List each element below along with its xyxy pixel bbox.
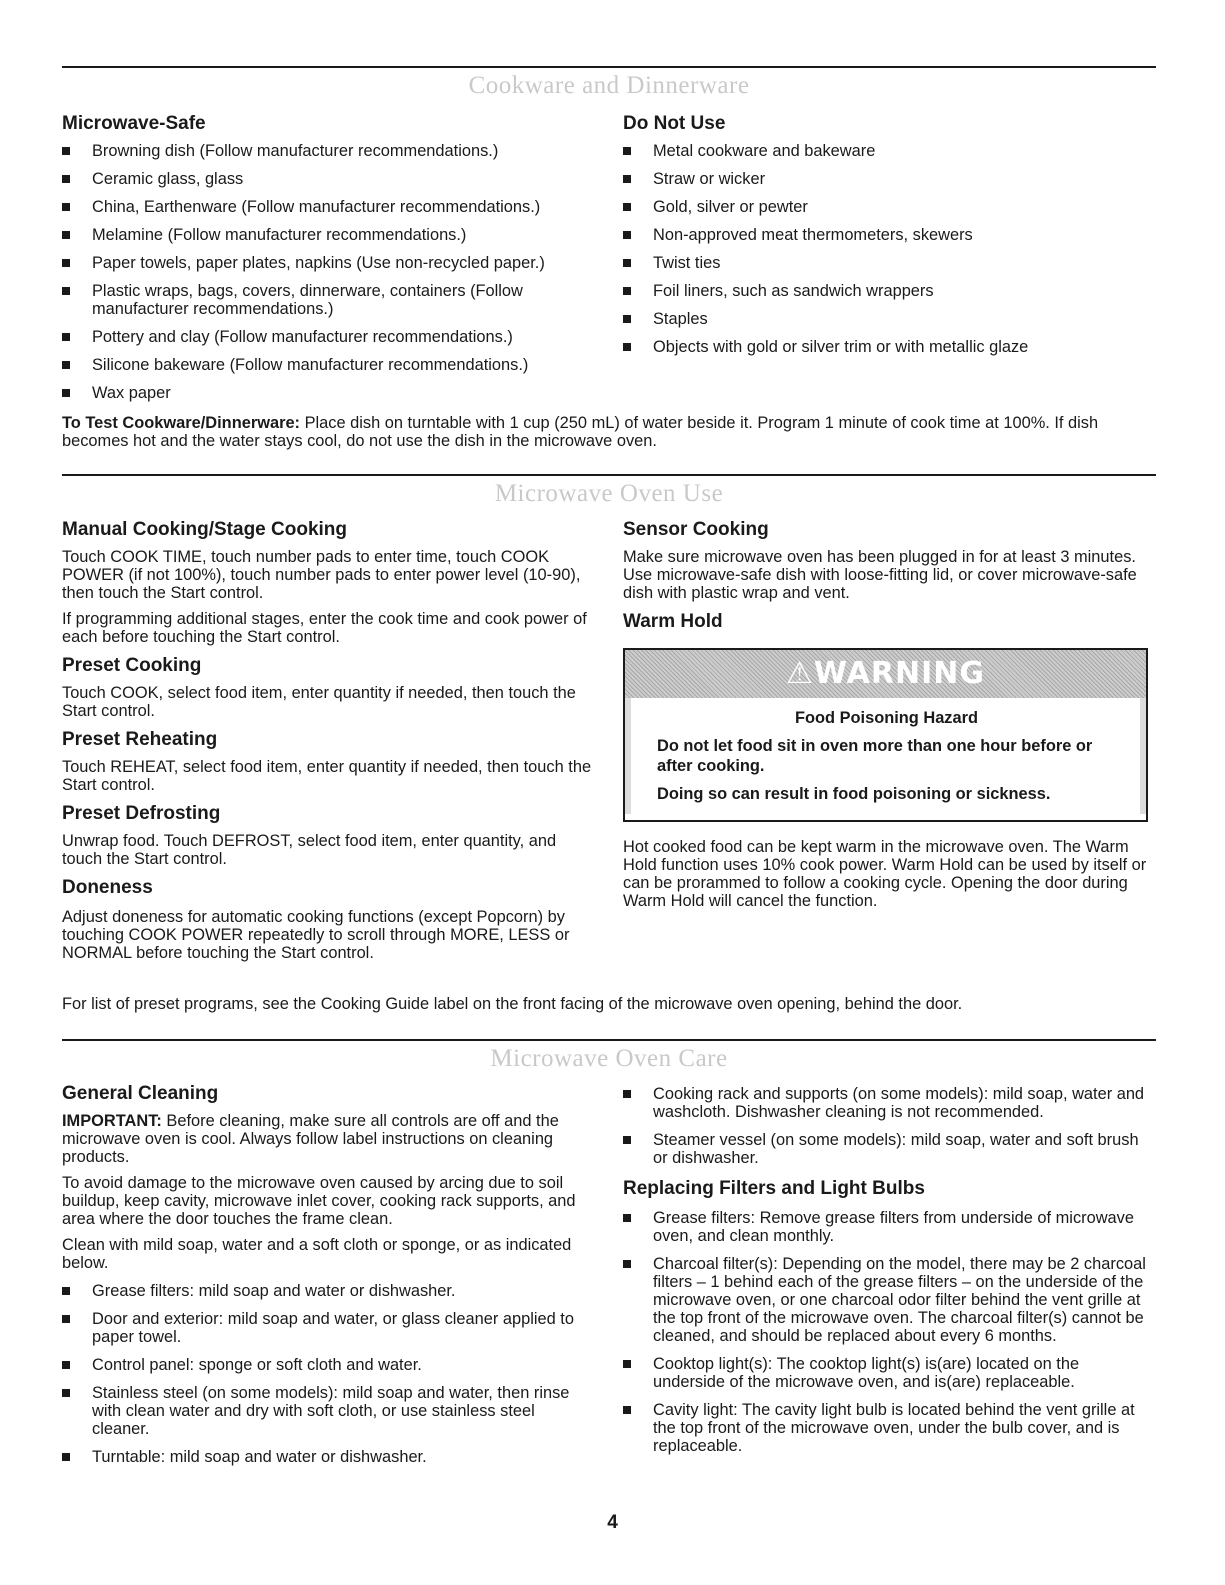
use-right-column <box>623 518 1148 634</box>
warning-body <box>625 698 1146 814</box>
list-item: Door and exterior: mild soap and water, or glass cleaner applied to paper towel. <box>62 1310 592 1346</box>
list-item: China, Earthenware (Follow manufacturer recommendations.) <box>62 198 602 216</box>
warning-line-2: Doing so can result in food poisoning or sickness. <box>657 785 1051 803</box>
do-not-use-column <box>623 112 1143 356</box>
section-title-cookware: Cookware and Dinnerware <box>468 72 750 99</box>
warning-header <box>625 650 1146 698</box>
warning-line-1: Do not let food sit in oven more than one hour before or after cooking. <box>657 737 1093 775</box>
sensor-cooking-text: Make sure microwave oven has been plugged in for at least 3 minutes. Use microwave-safe dish with loose-fitting lid, or cover microwave-safe dish with plastic wrap and vent. <box>623 548 1137 602</box>
list-item: Cooktop light(s): The cooktop light(s) is(are) located on the underside of the microwave oven, and is(are) replaceable. <box>623 1355 1148 1391</box>
list-item: Plastic wraps, bags, covers, dinnerware, containers (Follow manufacturer recommendations.) <box>62 282 602 318</box>
care-right-list <box>623 1085 1148 1167</box>
list-item: Foil liners, such as sandwich wrappers <box>623 282 1143 300</box>
preset-reheating-heading: Preset Reheating <box>62 729 218 750</box>
important-label: IMPORTANT: <box>62 1112 162 1130</box>
use-footer-text: For list of preset programs, see the Cooking Guide label on the front facing of the microwave oven opening, behind the door. <box>62 995 963 1013</box>
list-item: Cavity light: The cavity light bulb is located behind the vent grille at the top front of the microwave oven, under the bulb cover, and is replaceable. <box>623 1401 1148 1455</box>
warning-box <box>623 648 1148 822</box>
cookware-test-text: Place dish on turntable with 1 cup (250 mL) of water beside it. Program 1 minute of cook time at 100%. If dish becomes hot and the water stays cool, do not use the dish in the microwave oven. <box>62 414 1099 450</box>
list-item: Objects with gold or silver trim or with metallic glaze <box>623 338 1143 356</box>
list-item: Melamine (Follow manufacturer recommendations.) <box>62 226 602 244</box>
replacing-filters-heading: Replacing Filters and Light Bulbs <box>623 1178 925 1199</box>
warning-triangle-icon: ⚠ <box>786 656 814 691</box>
list-item: Grease filters: Remove grease filters from underside of microwave oven, and clean monthly. <box>623 1209 1148 1245</box>
preset-cooking-heading: Preset Cooking <box>62 655 202 676</box>
do-not-use-heading: Do Not Use <box>623 113 726 134</box>
list-item: Staples <box>623 310 1143 328</box>
sensor-cooking-heading: Sensor Cooking <box>623 519 769 540</box>
important-paragraph <box>62 1112 592 1166</box>
warm-hold-heading: Warm Hold <box>623 611 723 632</box>
clean-with-text: Clean with mild soap, water and a soft cloth or sponge, or as indicated below. <box>62 1236 572 1272</box>
list-item: Control panel: sponge or soft cloth and water. <box>62 1356 592 1374</box>
preset-reheating-text: Touch REHEAT, select food item, enter quantity if needed, then touch the Start control. <box>62 758 592 794</box>
list-item: Metal cookware and bakeware <box>623 142 1143 160</box>
manual-cooking-text-2: If programming additional stages, enter the cook time and cook power of each before touching the Start control. <box>62 610 587 646</box>
replacing-filters-list <box>623 1209 1148 1455</box>
manual-cooking-text: Touch COOK TIME, touch number pads to enter time, touch COOK POWER (if not 100%), touch number pads to enter power level (10-90), then touch the Start control. <box>62 548 581 602</box>
microwave-safe-heading: Microwave-Safe <box>62 113 206 134</box>
list-item: Browning dish (Follow manufacturer recommendations.) <box>62 142 602 160</box>
list-item: Stainless steel (on some models): mild soap and water, then rinse with clean water and dry with soft cloth, or use stainless steel cleaner. <box>62 1384 592 1438</box>
doneness-heading: Doneness <box>62 877 153 898</box>
list-item: Charcoal filter(s): Depending on the model, there may be 2 charcoal filters – 1 behind each of the grease filters – on the underside of the microwave oven, or one charcoal odor filter behind the vent grille at the top front of the microwave oven. The charcoal filter(s) cannot be cleaned, and should be replaced about every 6 months. <box>623 1255 1148 1345</box>
arcing-text: To avoid damage to the microwave oven caused by arcing due to soil buildup, keep cavity, microwave inlet cover, cooking rack supports, and area where the door touches the frame clean. <box>62 1174 576 1228</box>
warm-hold-text: Hot cooked food can be kept warm in the microwave oven. The Warm Hold function uses 10% cook power. Warm Hold can be used by itself or can be prorammed to follow a cooking cycle. Opening the door during Warm Hold will cancel the function. <box>623 838 1147 910</box>
care-right-column <box>623 1085 1148 1455</box>
list-item: Gold, silver or pewter <box>623 198 1143 216</box>
important-text: Before cleaning, make sure all controls are off and the microwave oven is cool. Always follow label instructions on cleaning products. <box>62 1112 559 1166</box>
list-item: Steamer vessel (on some models): mild soap, water and soft brush or dishwasher. <box>623 1131 1148 1167</box>
hazard-title: Food Poisoning Hazard <box>794 709 979 727</box>
section-title-use: Microwave Oven Use <box>494 480 724 507</box>
general-cleaning-heading: General Cleaning <box>62 1083 219 1104</box>
list-item: Grease filters: mild soap and water or dishwasher. <box>62 1282 592 1300</box>
use-left-column <box>62 518 592 962</box>
list-item: Cooking rack and supports (on some models): mild soap, water and washcloth. Dishwasher cleaning is not recommended. <box>623 1085 1148 1121</box>
list-item: Straw or wicker <box>623 170 1143 188</box>
microwave-safe-list <box>62 142 602 402</box>
care-left-column <box>62 1082 592 1466</box>
cookware-test-label: To Test Cookware/Dinnerware: <box>62 414 301 432</box>
preset-defrosting-text: Unwrap food. Touch DEFROST, select food item, enter quantity, and touch the Start control. <box>62 832 557 868</box>
section-rule-cookware <box>62 66 1156 68</box>
list-item: Silicone bakeware (Follow manufacturer recommendations.) <box>62 356 602 374</box>
general-cleaning-list <box>62 1282 592 1466</box>
page-number: 4 <box>607 1512 618 1533</box>
list-item: Twist ties <box>623 254 1143 272</box>
list-item: Turntable: mild soap and water or dishwasher. <box>62 1448 592 1466</box>
doneness-text: Adjust doneness for automatic cooking functions (except Popcorn) by touching COOK POWER repeatedly to scroll through MORE, LESS or NORMAL before touching the Start control. <box>62 908 570 962</box>
preset-cooking-text: Touch COOK, select food item, enter quantity if needed, then touch the Start control. <box>62 684 576 720</box>
cookware-test-paragraph <box>62 414 1162 450</box>
preset-defrosting-heading: Preset Defrosting <box>62 803 221 824</box>
list-item: Paper towels, paper plates, napkins (Use non-recycled paper.) <box>62 254 602 272</box>
warning-label: WARNING <box>813 656 985 691</box>
list-item: Non-approved meat thermometers, skewers <box>623 226 1143 244</box>
microwave-safe-column <box>62 112 602 402</box>
section-rule-care <box>62 1039 1156 1041</box>
manual-cooking-heading: Manual Cooking/Stage Cooking <box>62 519 348 540</box>
section-rule-use <box>62 474 1156 476</box>
list-item: Pottery and clay (Follow manufacturer recommendations.) <box>62 328 602 346</box>
do-not-use-list <box>623 142 1143 356</box>
section-title-care: Microwave Oven Care <box>490 1045 728 1072</box>
list-item: Wax paper <box>62 384 602 402</box>
list-item: Ceramic glass, glass <box>62 170 602 188</box>
